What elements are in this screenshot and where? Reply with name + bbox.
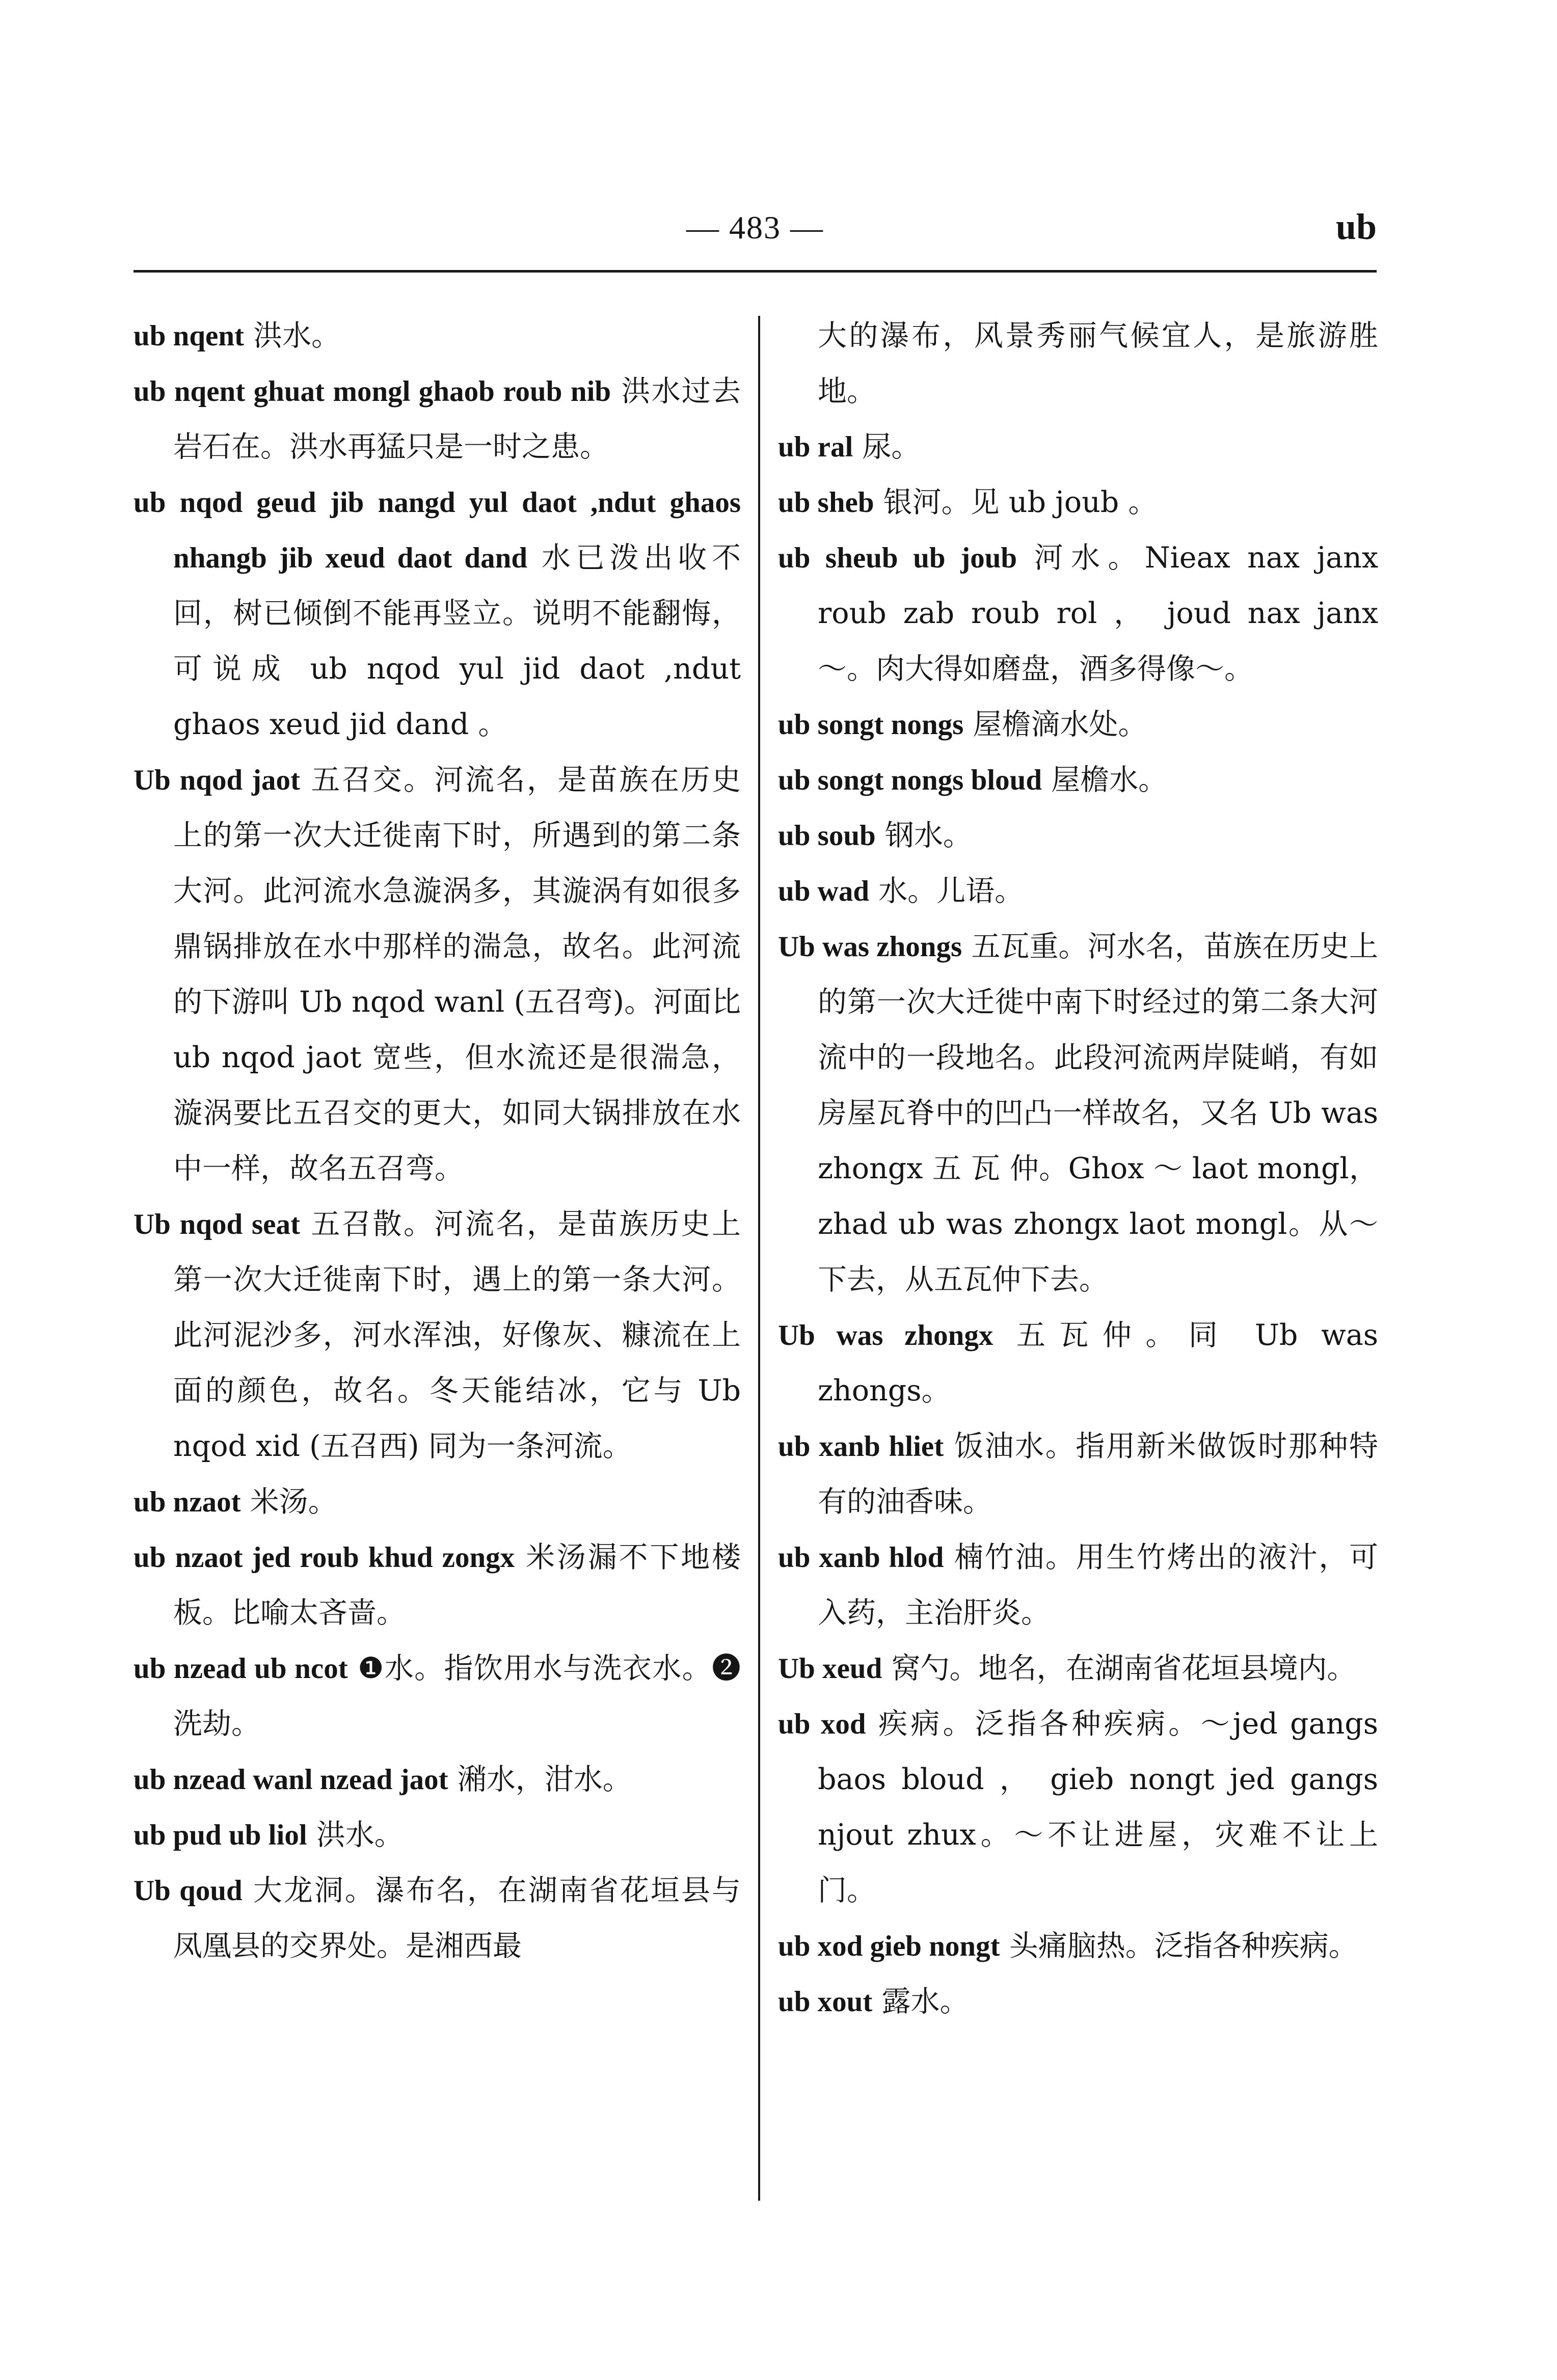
dictionary-entry <box>778 697 1378 752</box>
dictionary-entry <box>778 1641 1378 1696</box>
dictionary-entry <box>778 530 1378 697</box>
entry-headword: ub soub <box>778 820 876 852</box>
dictionary-entry <box>778 1419 1378 1530</box>
dictionary-entry <box>133 1197 741 1474</box>
entry-definition: 米汤漏不下地楼板。比喻太吝啬。 <box>173 1540 741 1630</box>
entry-definition: 屋檐水。 <box>1042 763 1168 797</box>
dictionary-entry <box>778 863 1378 919</box>
entry-definition: 头痛脑热。泛指各种疾病。 <box>1000 1929 1358 1963</box>
dictionary-entry <box>133 1474 741 1530</box>
entry-definition: 潲水，泔水。 <box>448 1763 632 1796</box>
entry-headword: ub nzaot jed roub khud zongx <box>133 1541 515 1574</box>
entry-headword: ub nzead wanl nzead jaot <box>133 1764 448 1796</box>
entry-headword: ub xout <box>778 1986 873 2018</box>
entry-definition: 钢水。 <box>875 819 972 852</box>
entry-definition: 米汤。 <box>240 1485 337 1519</box>
entry-headword: ub sheub ub joub <box>778 542 1017 574</box>
entry-headword: ub nqent <box>133 320 245 352</box>
dictionary-entry <box>133 1641 741 1752</box>
entry-definition: 大的瀑布，风景秀丽气候宜人，是旅游胜地。 <box>818 319 1378 408</box>
entry-headword: ub songt nongs bloud <box>778 764 1042 796</box>
entry-headword: ub nqod geud jib nangd yul daot ,ndut ghaos nhangb jib xeud daot dand <box>133 486 741 574</box>
entry-definition: 屋檐滴水处。 <box>963 708 1147 741</box>
entry-headword: ub nqent ghuat mongl ghaob roub nib <box>133 375 611 408</box>
dictionary-entry <box>778 1974 1378 2030</box>
entry-definition: 露水。 <box>872 1985 969 2018</box>
entry-headword: Ub qoud <box>133 1875 243 1907</box>
entry-headword: ub xod gieb nongt <box>778 1930 1000 1962</box>
dictionary-entry <box>133 1863 741 1974</box>
dictionary-entry <box>133 308 741 364</box>
entry-definition: 洪水过去岩石在。洪水再猛只是一时之患。 <box>173 374 741 464</box>
dictionary-entry <box>778 919 1378 1308</box>
entry-definition: 水。儿语。 <box>869 874 1024 908</box>
dictionary-entry <box>778 1530 1378 1641</box>
dictionary-entry <box>133 475 741 752</box>
entry-headword: ub songt nongs <box>778 709 964 741</box>
dictionary-entry <box>778 808 1378 863</box>
entry-definition: 银河。见 ub joub 。 <box>874 485 1158 519</box>
page-header <box>133 206 1377 269</box>
entry-headword: Ub was zhongx <box>778 1319 994 1351</box>
entry-headword: ub xanb hlod <box>778 1541 944 1574</box>
dictionary-entry <box>133 1807 741 1863</box>
entry-definition: 洪水。 <box>307 1818 404 1852</box>
entry-headword: ub wad <box>778 875 870 907</box>
entry-headword: ub nzaot <box>133 1486 241 1518</box>
dictionary-entry <box>133 1530 741 1641</box>
entry-definition: 饭油水。指用新米做饭时那种特有的油香味。 <box>818 1429 1378 1519</box>
dictionary-entry <box>778 475 1378 530</box>
entry-definition: 洪水。 <box>244 319 341 353</box>
entry-definition: 尿。 <box>853 430 921 464</box>
entry-definition: ❶水。指饮用水与洗衣水。❷洗劫。 <box>173 1652 741 1741</box>
entry-definition: 楠竹油。用生竹烤出的液汁，可入药，主治肝炎。 <box>818 1540 1378 1630</box>
dictionary-entry <box>133 752 741 1197</box>
entry-definition: 五瓦重。河水名，苗族在历史上的第一次大迁徙中南下时经过的第二条大河流中的一段地名。此段河流两岸陡峭，有如房屋瓦脊中的凹凸一样故名，又名 Ub was zhongx 五 瓦 仲。Ghox ～ laot mongl，zhad ub was zhongx laot mongl。从～下去，从五瓦仲下去。 <box>818 930 1379 1296</box>
column-divider <box>758 316 760 2201</box>
entry-definition: 河水。Nieax nax janx roub zab roub rol ， joud nax janx ～。肉大得如磨盘，酒多得像～。 <box>818 541 1378 686</box>
dictionary-entry <box>778 308 1378 419</box>
entry-definition: 水已泼出收不回，树已倾倒不能再竖立。说明不能翻悔，可说成 ub nqod yul jid daot ,ndut ghaos xeud jid dand 。 <box>173 541 741 741</box>
right-column <box>778 308 1378 2030</box>
dictionary-entry <box>778 752 1378 808</box>
entry-headword: Ub nqod seat <box>133 1208 300 1240</box>
dictionary-entry <box>778 1696 1378 1918</box>
header-rule <box>133 270 1377 273</box>
entry-headword: ub nzead ub ncot <box>133 1653 348 1685</box>
dictionary-entry <box>133 364 741 475</box>
dictionary-entry <box>133 1752 741 1807</box>
entry-headword: ub xanb hliet <box>778 1430 944 1463</box>
entry-headword: Ub nqod jaot <box>133 764 300 796</box>
entry-headword: ub sheb <box>778 486 874 519</box>
entry-definition: 五召散。河流名，是苗族历史上第一次大迁徙南下时，遇上的第一条大河。此河泥沙多，河水浑浊，好像灰、糠流在上面的颜色，故名。冬天能结冰，它与 Ub nqod xid (五召西) 同为一条河流。 <box>173 1207 741 1463</box>
entry-headword: ub xod <box>778 1708 866 1740</box>
entry-headword: Ub xeud <box>778 1653 882 1685</box>
entry-headword: ub pud ub liol <box>133 1819 307 1851</box>
page-number: — 483 — <box>686 209 824 246</box>
left-column <box>133 308 741 1974</box>
entry-headword: Ub was zhongs <box>778 931 962 963</box>
entry-definition: 窝勺。地名，在湖南省花垣县境内。 <box>882 1652 1356 1685</box>
dictionary-entry <box>778 1918 1378 1974</box>
entry-definition: 大龙洞。瀑布名，在湖南省花垣县与凤凰县的交界处。是湘西最 <box>173 1874 741 1963</box>
entry-headword: ub ral <box>778 431 853 463</box>
dictionary-entry <box>778 419 1378 475</box>
entry-definition: 疾病。泛指各种疾病。～jed gangs baos bloud ， gieb nongt jed gangs njout zhux。～不让进屋，灾难不让上门。 <box>818 1707 1378 1907</box>
entry-definition: 五瓦仲。同 Ub was zhongs。 <box>818 1318 1379 1408</box>
dictionary-entry <box>778 1308 1378 1419</box>
entry-definition: 五召交。河流名，是苗族在历史上的第一次大迁徙南下时，所遇到的第二条大河。此河流水急漩涡多，其漩涡有如很多鼎锅排放在水中那样的湍急，故名。此河流的下游叫 Ub nqod wanl (五召弯)。河面比 ub nqod jaot 宽些，但水流还是很湍急，漩涡要比五召交的更大，如同大锅排放在水中一样，故名五召弯。 <box>173 763 741 1185</box>
running-head: ub <box>1335 206 1377 247</box>
